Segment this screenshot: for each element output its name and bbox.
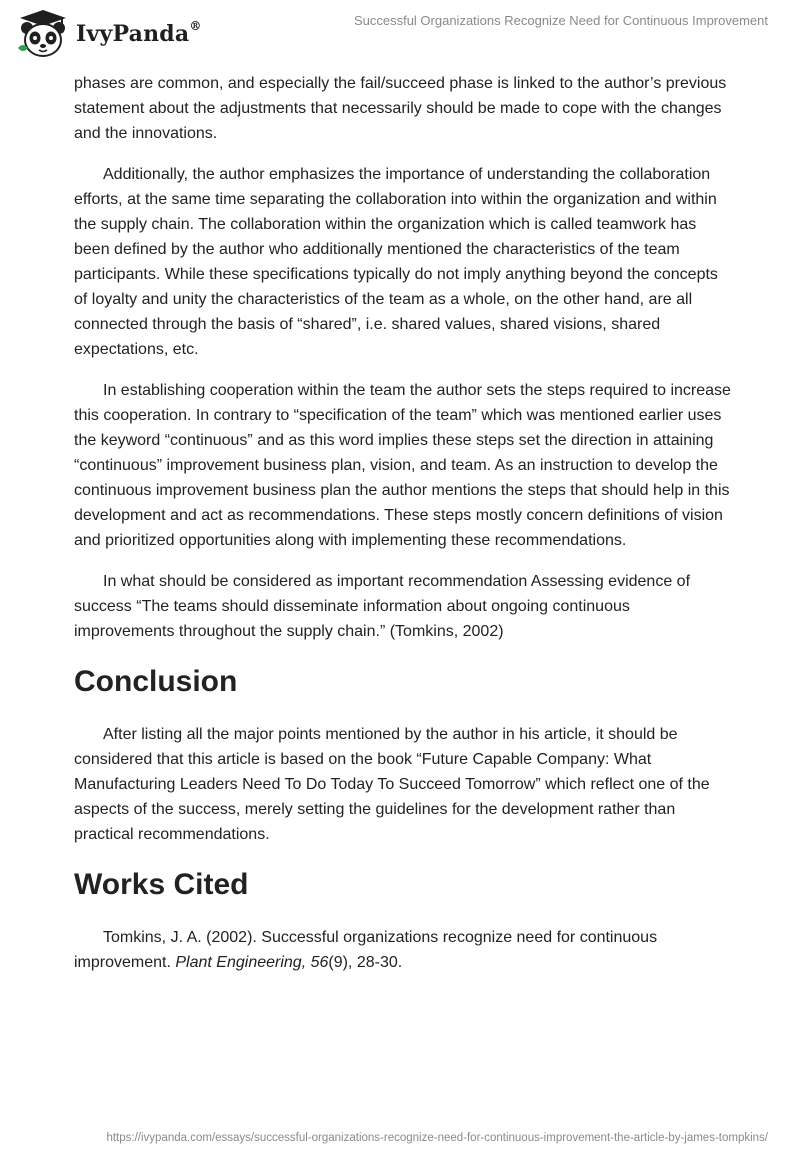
paragraph-recommendation: In what should be considered as important recommendation Assessing evidence of success “The teams should disseminate information about ongoing continuous improvements throughout the supply chain.” (Tomkins, 2002): [74, 573, 691, 640]
brand-logo[interactable]: [14, 8, 202, 60]
conclusion-heading: Conclusion: [74, 665, 238, 698]
citation-entry: Tomkins, J. A. (2002). Successful organizations recognize need for continuous improvement. Plant Engineering, 56(9), 28-30.: [74, 929, 658, 971]
paragraph-cooperation: In establishing cooperation within the team the author sets the steps required to increase this cooperation. In contrary to “specification of the team” which was mentioned earlier uses the keyword “continuous” and as this word implies these steps set the direction in attaining “continuous” improvement business plan, vision, and team. As an instruction to develop the continuous improvement business plan the author mentions the steps that should help in this development and act as recommendations. These steps mostly concern definitions of vision and prioritized opportunities along with implementing these recommendations.: [74, 382, 731, 549]
panda-graduate-icon: [14, 8, 72, 60]
paragraph-collaboration: Additionally, the author emphasizes the importance of understanding the collaboration efforts, at the same time separating the collaboration into within the organization and within the supply chain. The collaboration within the organization which is called teamwork has been defined by the author who additionally mentioned the characteristics of the team participants. While these specifications typically do not imply anything beyond the concepts of loyalty and unity the characteristics of the team as a whole, on the other hand, are all connected through the basis of “shared”, i.e. shared values, shared visions, shared expectations, etc.: [74, 166, 718, 358]
brand-name: IvyPanda®: [76, 18, 202, 47]
journal-title: Plant Engineering, 56: [175, 954, 329, 971]
page-header: [0, 0, 800, 70]
works-cited-heading: Works Cited: [74, 868, 249, 901]
paragraph-continued: phases are common, and especially the fail/succeed phase is linked to the author’s previous statement about the adjustments that necessarily should be made to cope with the changes and the innovations.: [74, 75, 727, 142]
document-body: [74, 71, 734, 975]
running-title: Successful Organizations Recognize Need for Continuous Improvement: [353, 13, 768, 28]
source-url[interactable]: https://ivypanda.com/essays/successful-organizations-recognize-need-for-continuous-improvement-the-article-by-james-tompkins/: [106, 1132, 768, 1144]
conclusion-paragraph: After listing all the major points mentioned by the author in his article, it should be considered that this article is based on the book “Future Capable Company: What Manufacturing Leaders Need To Do Today To Succeed Tomorrow” which reflect one of the aspects of the success, merely setting the guidelines for the development rather than practical recommendations.: [74, 726, 710, 843]
